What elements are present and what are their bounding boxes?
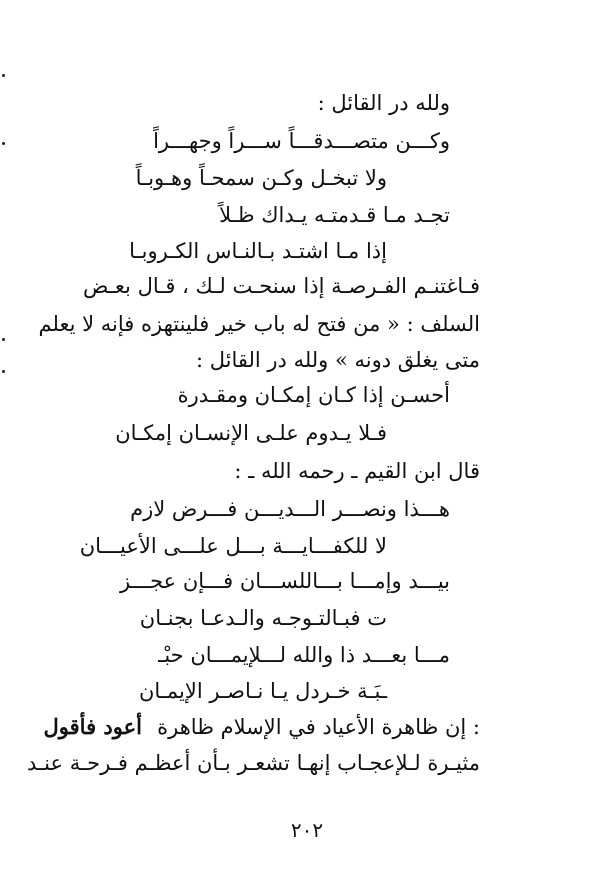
margin-dot: [2, 338, 5, 341]
paragraph-line: : إن ظاهرة الأعياد في الإسلام ظاهرة: [157, 715, 480, 739]
verse-line: ولا تبخـل وكـن سمحـاً وهـوبـاً: [135, 166, 387, 190]
verse-line: تجـد مـا قـدمتـه يـداك ظـلاً: [219, 203, 450, 227]
verse-line: بيـــد وإمـــا بـــاللســـان فـــإن عجـــز: [120, 569, 450, 593]
intro-line: ولله در القائل :: [317, 91, 450, 115]
verse-line: وكـــن متصـــدقـــاً ســـراً وجهـــراً: [153, 129, 450, 153]
paragraph-line: السلف : « من فتح له باب خير فلينتهزه فإنه لا يعلم: [38, 312, 480, 336]
verse-line: أحسـن إذا كـان إمكـان ومقـدرة: [177, 383, 450, 407]
bold-phrase: أعود فأقول: [43, 714, 142, 739]
paragraph-line: متى يغلق دونه » ولله در القائل :: [195, 348, 480, 372]
margin-dot: [2, 370, 5, 373]
margin-dot: [2, 74, 5, 77]
page-number: ٢٠٢: [290, 818, 324, 842]
verse-line: ـبَـة خـردل يـا نـاصـر الإيمـان: [138, 679, 387, 703]
verse-line: إذا مـا اشتـد بـالنـاس الكـروبـا: [129, 239, 387, 263]
verse-line: ت فبـالتـوجـه والـدعـا بجنـان: [139, 606, 387, 630]
verse-line: فـلا يـدوم علـى الإنسـان إمكـان: [115, 421, 387, 445]
paragraph-line: قال ابن القيم ـ رحمه الله ـ :: [234, 459, 480, 483]
paragraph-line: مثيـرة لـلإعجـاب إنهـا تشعـر بـأن أعظـم فـرحـة عنـد: [27, 751, 480, 775]
verse-line: هـــذا ونصـــر الـــديـــن فـــرض لازم: [130, 497, 450, 521]
verse-line: لا للكفـــايـــة بـــل علـــى الأعيـــان: [79, 534, 387, 558]
paragraph-line: فـاغتنـم الفـرصـة إذا سنحـت لـك ، قـال بعـض: [83, 274, 480, 298]
verse-line: مـــا بعـــد ذا والله لـــلإيمـــان حبْـ: [158, 643, 450, 667]
margin-dot: [2, 142, 5, 145]
